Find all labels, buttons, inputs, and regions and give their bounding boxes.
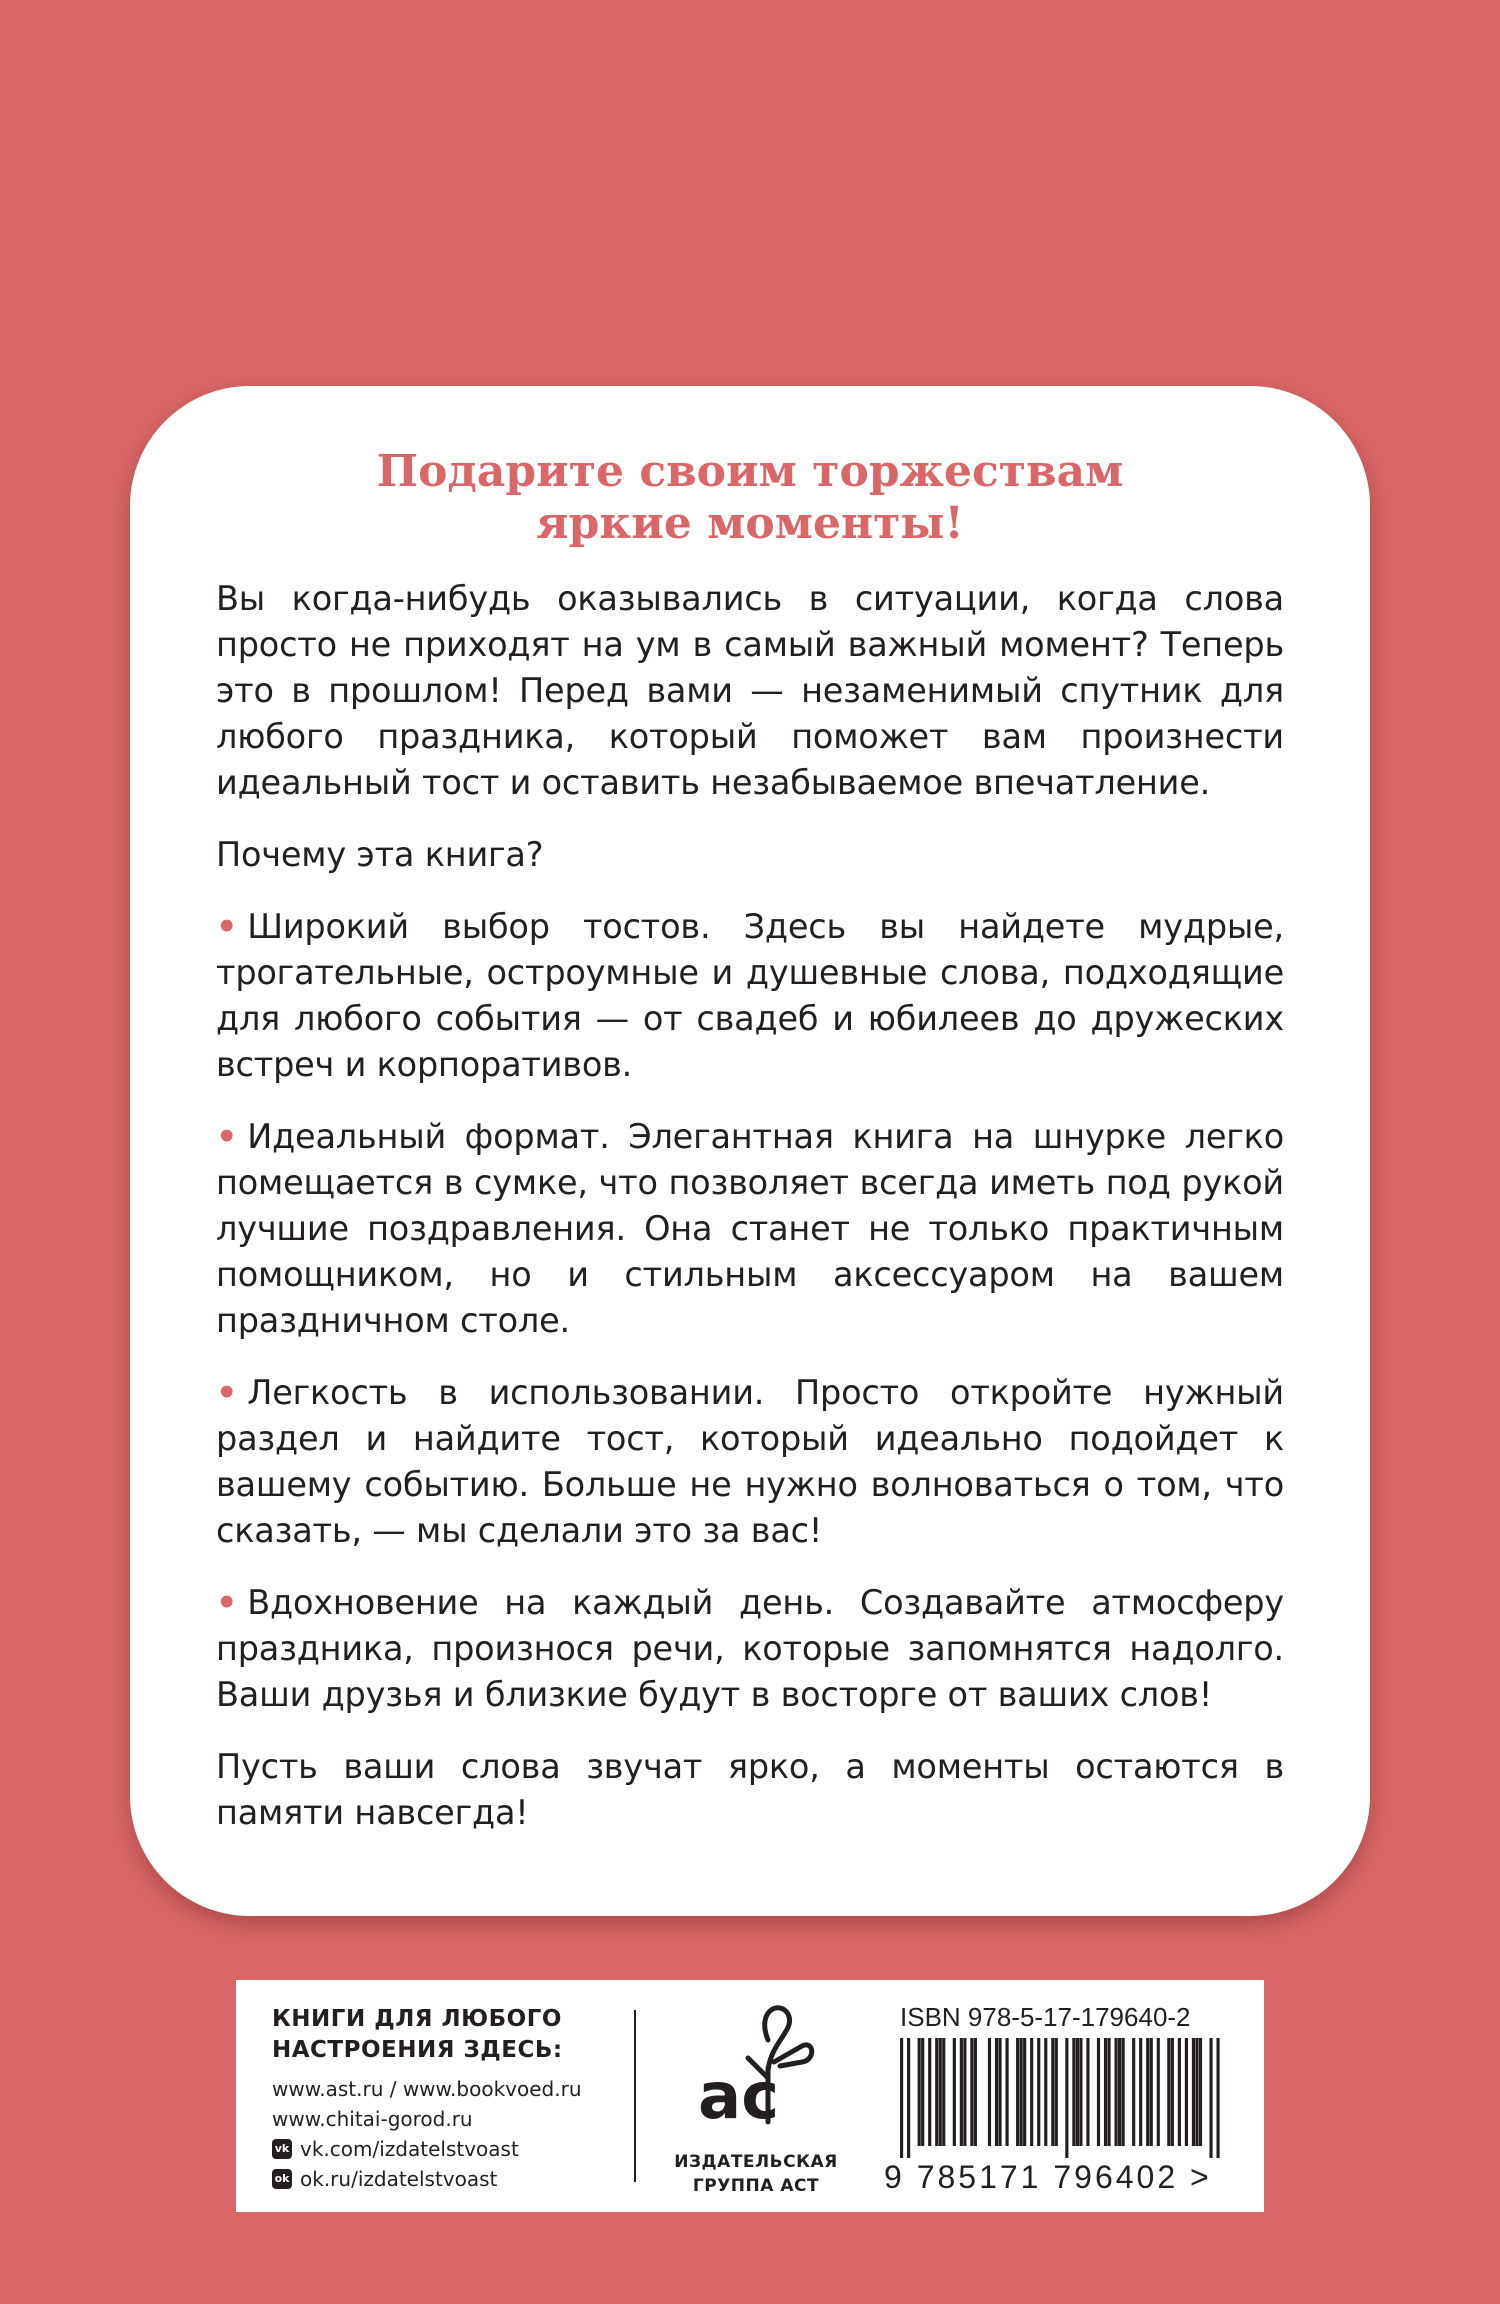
barcode-bar (918, 2038, 921, 2146)
barcode-bar (1030, 2038, 1033, 2146)
bullet-text: Легкость в использовании. Просто откройте нужный раздел и найдите тост, который идеально подойдет к вашему событию. Больше не нужно волноваться о том, что сказать, — мы сделали это за вас! (216, 1373, 1284, 1550)
vk-icon: vk (272, 2139, 292, 2159)
barcode-bar (1185, 2038, 1188, 2146)
headline-line-1: Подарите своим торжествам (376, 446, 1124, 497)
question-paragraph: Почему эта книга? (216, 835, 544, 874)
website-link[interactable]: www.ast.ru / www.bookvoed.ru (272, 2077, 582, 2101)
barcode-bar (1209, 2038, 1212, 2158)
barcode-bar (907, 2038, 910, 2158)
barcode-bar (1104, 2038, 1107, 2146)
publisher-footer (236, 1980, 1264, 2212)
logo-caption (656, 2150, 856, 2198)
barcode-bar (1139, 2038, 1142, 2146)
bullet-icon: • (216, 1117, 238, 1156)
logo-letters: ас (698, 2060, 780, 2134)
barcode-bar (921, 2038, 924, 2146)
barcode-bar (1199, 2038, 1202, 2146)
links-title-line-2: НАСТРОЕНИЯ ЗДЕСЬ: (272, 2037, 563, 2063)
bullet-text: Идеальный формат. Элегантная книга на шнурке легко помещается в сумке, что позволяет всегда иметь под рукой лучшие поздравления. Она станет не только практичным помощником, но и стильным аксессуаром на вашем праздничном столе. (216, 1117, 1284, 1340)
logo-caption-line-1: ИЗДАТЕЛЬСКАЯ (674, 2152, 838, 2172)
links-title (272, 2004, 632, 2066)
footer-divider (634, 2010, 636, 2182)
barcode-bar (1065, 2038, 1068, 2158)
bullet-icon: • (216, 1583, 238, 1622)
barcode-bar (1107, 2038, 1110, 2146)
ast-logo (656, 2000, 856, 2200)
ok-link[interactable] (272, 2164, 632, 2194)
headline (216, 446, 1284, 550)
intro-paragraph: Вы когда-нибудь оказывались в ситуации, когда слова просто не приходят на ум в самый важный момент? Теперь это в прошлом! Перед вами — незаменимый спутник для любого праздника, который поможет вам произнести идеальный тост и оставить незабываемое впечатление. (216, 579, 1284, 802)
barcode-bar (1122, 2038, 1125, 2146)
barcode-bar (1037, 2038, 1040, 2146)
ok-link-text: ok.ru/izdatelstvoast (300, 2167, 498, 2191)
barcode-bar (1192, 2038, 1195, 2146)
bullet-paragraph (216, 1580, 1284, 1718)
barcode-bar (1146, 2038, 1149, 2146)
links-column (272, 2004, 632, 2194)
links-title-line-1: КНИГИ ДЛЯ ЛЮБОГО (272, 2006, 562, 2032)
barcode-bar (942, 2038, 945, 2146)
barcode-bar (1157, 2038, 1160, 2146)
barcode-bar (1086, 2038, 1089, 2146)
barcode-bar (1044, 2038, 1047, 2146)
barcode-bar (1115, 2038, 1118, 2146)
vk-link-text: vk.com/izdatelstvoast (300, 2137, 519, 2161)
barcode-bar (1023, 2038, 1026, 2146)
barcode-digits: 9 785171 796402 > (884, 2159, 1212, 2195)
barcode-bar (1118, 2038, 1121, 2146)
barcode-bar (960, 2038, 963, 2146)
barcode-bar (1020, 2038, 1023, 2146)
barcode-bar (953, 2038, 956, 2146)
barcode-bar (1072, 2038, 1075, 2146)
vk-link[interactable] (272, 2134, 632, 2164)
barcode-bar (1150, 2038, 1153, 2146)
barcode-bar (1132, 2038, 1135, 2146)
bullet-text: Широкий выбор тостов. Здесь вы найдете мудрые, трогательные, остроумные и душевные слова, подходящие для любого события — от свадеб и юбилеев до дружеских встреч и корпоративов. (216, 907, 1284, 1084)
website-link[interactable]: www.chitai-gorod.ru (272, 2107, 473, 2131)
bullet-paragraph (216, 1114, 1284, 1344)
barcode-bar (1005, 2038, 1008, 2146)
closing-paragraph: Пусть ваши слова звучат ярко, а моменты остаются в памяти навсегда! (216, 1747, 1284, 1832)
bullet-text: Вдохновение на каждый день. Создавайте атмосферу праздника, произнося речи, которые запомнятся надолго. Ваши друзья и близкие будут в восторге от ваших слов! (216, 1583, 1284, 1714)
barcode-bar (974, 2038, 977, 2146)
barcode-bar (1216, 2038, 1219, 2158)
logo-caption-line-2: ГРУППА АСТ (692, 2176, 820, 2196)
barcode-bar (998, 2038, 1001, 2146)
barcode-bar (935, 2038, 938, 2146)
barcode-bar (1016, 2038, 1019, 2146)
barcode-bar (939, 2038, 942, 2146)
barcode-bar (900, 2038, 903, 2158)
barcode-bar (1055, 2038, 1058, 2146)
barcode-bar (1076, 2038, 1079, 2146)
headline-line-2: яркие моменты! (536, 498, 964, 549)
barcode-bar (1178, 2038, 1181, 2146)
description-card (130, 386, 1370, 1916)
barcode-bar (1167, 2038, 1170, 2146)
isbn-number: ISBN 978-5-17-179640-2 (900, 2002, 1191, 2032)
bullet-paragraph (216, 1370, 1284, 1554)
barcode-bar (1051, 2038, 1054, 2146)
bullet-paragraph (216, 904, 1284, 1088)
barcode-bar (1171, 2038, 1174, 2146)
bullet-icon: • (216, 1373, 238, 1412)
barcode-bar (988, 2038, 991, 2146)
barcode-bar (1195, 2038, 1198, 2146)
barcode-bar (928, 2038, 931, 2146)
barcode-block (884, 2002, 1244, 2198)
barcode (900, 2038, 1220, 2158)
ast-logo-icon (656, 2000, 856, 2150)
barcode-bar (963, 2038, 966, 2146)
barcode-bar (1079, 2038, 1082, 2146)
barcode-bar (970, 2038, 973, 2146)
barcode-bar (995, 2038, 998, 2146)
barcode-bar (1097, 2038, 1100, 2146)
ok-icon: ok (272, 2169, 292, 2189)
bullet-icon: • (216, 907, 238, 946)
